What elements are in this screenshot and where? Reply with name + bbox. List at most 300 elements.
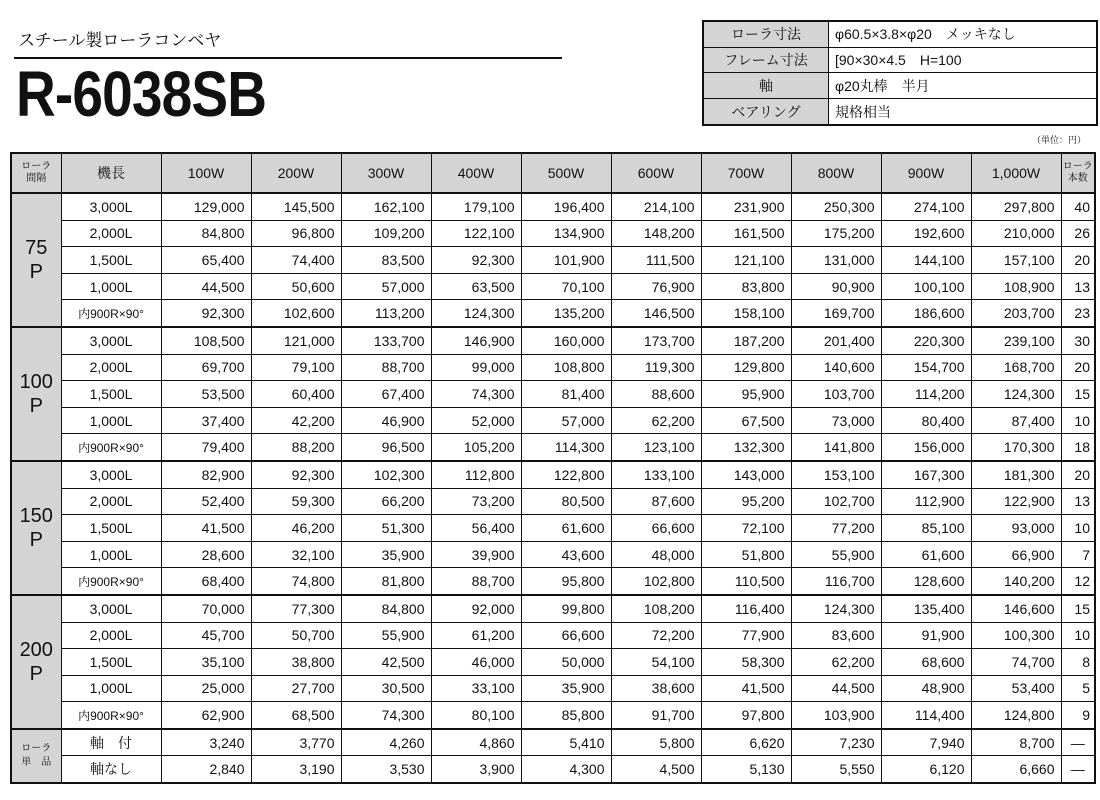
price-cell: 44,500 xyxy=(161,273,251,300)
price-cell: 84,800 xyxy=(161,220,251,247)
price-cell: 67,400 xyxy=(341,381,431,408)
price-cell: 96,500 xyxy=(341,434,431,461)
product-category: スチール製ローラコンベヤ xyxy=(18,31,222,50)
spec-row xyxy=(703,73,1097,99)
table-row xyxy=(11,756,1095,783)
price-cell: 145,500 xyxy=(251,193,341,220)
price-cell: 60,400 xyxy=(251,381,341,408)
length-cell: 1,000L xyxy=(61,541,161,568)
roller-count-cell: 13 xyxy=(1061,488,1095,515)
length-cell: 内900R×90° xyxy=(61,568,161,595)
roller-count-cell: 20 xyxy=(1061,354,1095,381)
price-cell: 156,000 xyxy=(881,434,971,461)
price-cell: 3,900 xyxy=(431,756,521,783)
price-cell: 121,000 xyxy=(251,327,341,354)
pitch-value: 150 xyxy=(19,504,53,527)
price-cell: 122,900 xyxy=(971,488,1061,515)
price-cell: 116,400 xyxy=(701,595,791,622)
width-header-500w: 500W xyxy=(521,153,611,193)
price-cell: 135,400 xyxy=(881,595,971,622)
header-row xyxy=(11,153,1095,193)
price-cell: 102,700 xyxy=(791,488,881,515)
price-cell: 88,700 xyxy=(341,354,431,381)
roller-count-cell: 9 xyxy=(1061,702,1095,729)
roller-count-cell: 30 xyxy=(1061,327,1095,354)
table-row xyxy=(11,541,1095,568)
length-cell: 1,000L xyxy=(61,675,161,702)
price-cell: 108,500 xyxy=(161,327,251,354)
price-cell: 4,300 xyxy=(521,756,611,783)
length-cell: 1,500L xyxy=(61,649,161,676)
price-cell: 46,200 xyxy=(251,515,341,542)
price-cell: 146,500 xyxy=(611,300,701,327)
width-header-100w: 100W xyxy=(161,153,251,193)
price-cell: 201,400 xyxy=(791,327,881,354)
spec-row xyxy=(703,47,1097,73)
price-cell: 92,000 xyxy=(431,595,521,622)
price-cell: 32,100 xyxy=(251,541,341,568)
pitch-value: 100 xyxy=(19,370,53,393)
length-cell: 2,000L xyxy=(61,488,161,515)
price-cell: 124,800 xyxy=(971,702,1061,729)
price-cell: 74,400 xyxy=(251,247,341,274)
price-cell: 214,100 xyxy=(611,193,701,220)
price-cell: 65,400 xyxy=(161,247,251,274)
price-cell: 28,600 xyxy=(161,541,251,568)
price-cell: 124,300 xyxy=(431,300,521,327)
price-cell: 92,300 xyxy=(251,461,341,488)
price-cell: 41,500 xyxy=(161,515,251,542)
pitch-label xyxy=(11,461,61,595)
pitch-header: ローラ 間隔 xyxy=(11,153,61,193)
pitch-group xyxy=(11,327,1095,461)
length-cell: 3,000L xyxy=(61,461,161,488)
price-cell: 74,700 xyxy=(971,649,1061,676)
price-cell: 68,600 xyxy=(881,649,971,676)
price-cell: 42,200 xyxy=(251,407,341,434)
price-cell: 123,100 xyxy=(611,434,701,461)
price-cell: 169,700 xyxy=(791,300,881,327)
price-cell: 83,500 xyxy=(341,247,431,274)
price-cell: 7,940 xyxy=(881,729,971,756)
price-cell: 43,600 xyxy=(521,541,611,568)
price-cell: 141,800 xyxy=(791,434,881,461)
price-cell: 70,000 xyxy=(161,595,251,622)
price-cell: 95,800 xyxy=(521,568,611,595)
price-cell: 122,100 xyxy=(431,220,521,247)
price-cell: 80,100 xyxy=(431,702,521,729)
price-cell: 157,100 xyxy=(971,247,1061,274)
price-cell: 129,800 xyxy=(701,354,791,381)
roller-count-header: ローラ 本数 xyxy=(1061,153,1095,193)
spec-value: φ60.5×3.8×φ20 メッキなし xyxy=(829,21,1098,47)
price-cell: 181,300 xyxy=(971,461,1061,488)
price-cell: 68,400 xyxy=(161,568,251,595)
price-cell: 103,900 xyxy=(791,702,881,729)
price-cell: 50,700 xyxy=(251,622,341,649)
price-cell: 3,190 xyxy=(251,756,341,783)
table-row xyxy=(11,461,1095,488)
roller-count-cell: 12 xyxy=(1061,568,1095,595)
price-cell: 66,600 xyxy=(521,622,611,649)
roller-count-cell: 26 xyxy=(1061,220,1095,247)
price-cell: 100,100 xyxy=(881,273,971,300)
roller-count-cell: 8 xyxy=(1061,649,1095,676)
price-cell: 83,800 xyxy=(701,273,791,300)
price-cell: 111,500 xyxy=(611,247,701,274)
price-cell: 112,800 xyxy=(431,461,521,488)
price-cell: 133,700 xyxy=(341,327,431,354)
length-cell: 軸なし xyxy=(61,756,161,783)
price-cell: 85,100 xyxy=(881,515,971,542)
price-cell: 108,200 xyxy=(611,595,701,622)
single-roller-label xyxy=(11,729,61,783)
pitch-group xyxy=(11,461,1095,595)
price-cell: 72,100 xyxy=(701,515,791,542)
price-cell: 154,700 xyxy=(881,354,971,381)
price-cell: 69,700 xyxy=(161,354,251,381)
price-cell: 6,120 xyxy=(881,756,971,783)
price-cell: 179,100 xyxy=(431,193,521,220)
spec-label: フレーム寸法 xyxy=(703,47,829,73)
price-cell: 160,000 xyxy=(521,327,611,354)
price-cell: 210,000 xyxy=(971,220,1061,247)
pitch-unit: P xyxy=(29,260,43,283)
price-cell: 175,200 xyxy=(791,220,881,247)
spec-row xyxy=(703,99,1097,125)
price-cell: 101,900 xyxy=(521,247,611,274)
price-cell: 73,200 xyxy=(431,488,521,515)
table-row xyxy=(11,568,1095,595)
price-cell: 114,200 xyxy=(881,381,971,408)
price-cell: 77,900 xyxy=(701,622,791,649)
unit-note: （単位：円） xyxy=(1031,135,1086,145)
price-cell: 66,900 xyxy=(971,541,1061,568)
price-cell: 55,900 xyxy=(791,541,881,568)
price-cell: 158,100 xyxy=(701,300,791,327)
price-cell: 70,100 xyxy=(521,273,611,300)
price-cell: 27,700 xyxy=(251,675,341,702)
price-cell: 144,100 xyxy=(881,247,971,274)
pitch-unit: P xyxy=(29,662,43,685)
length-cell: 3,000L xyxy=(61,327,161,354)
length-cell: 1,500L xyxy=(61,515,161,542)
price-cell: 121,100 xyxy=(701,247,791,274)
price-cell: 81,400 xyxy=(521,381,611,408)
pitch-label xyxy=(11,595,61,729)
price-cell: 74,800 xyxy=(251,568,341,595)
price-cell: 68,500 xyxy=(251,702,341,729)
price-cell: 97,800 xyxy=(701,702,791,729)
price-cell: 63,500 xyxy=(431,273,521,300)
width-header-1000w: 1,000W xyxy=(971,153,1061,193)
price-cell: 62,200 xyxy=(611,407,701,434)
price-cell: 116,700 xyxy=(791,568,881,595)
spec-value: [90×30×4.5 H=100 xyxy=(829,47,1098,73)
roller-count-cell: 40 xyxy=(1061,193,1095,220)
price-cell: 35,900 xyxy=(521,675,611,702)
price-cell: 143,000 xyxy=(701,461,791,488)
pitch-label xyxy=(11,193,61,327)
roller-count-cell: 20 xyxy=(1061,461,1095,488)
price-cell: 124,300 xyxy=(791,595,881,622)
single-label-line1: ローラ xyxy=(21,742,52,754)
price-cell: 66,600 xyxy=(611,515,701,542)
price-cell: 73,000 xyxy=(791,407,881,434)
price-cell: 51,300 xyxy=(341,515,431,542)
price-cell: 132,300 xyxy=(701,434,791,461)
price-cell: 250,300 xyxy=(791,193,881,220)
table-row xyxy=(11,407,1095,434)
price-cell: 95,200 xyxy=(701,488,791,515)
price-cell: 112,900 xyxy=(881,488,971,515)
price-cell: 79,400 xyxy=(161,434,251,461)
price-cell: 110,500 xyxy=(701,568,791,595)
price-cell: 3,240 xyxy=(161,729,251,756)
price-cell: 79,100 xyxy=(251,354,341,381)
model-number: R-6038SB xyxy=(16,58,267,130)
price-cell: 37,400 xyxy=(161,407,251,434)
price-cell: 55,900 xyxy=(341,622,431,649)
price-cell: 88,600 xyxy=(611,381,701,408)
price-cell: 38,800 xyxy=(251,649,341,676)
table-row xyxy=(11,595,1095,622)
width-header-900w: 900W xyxy=(881,153,971,193)
length-cell: 1,000L xyxy=(61,407,161,434)
length-header: 機長 xyxy=(61,153,161,193)
length-cell: 2,000L xyxy=(61,354,161,381)
width-header-200w: 200W xyxy=(251,153,341,193)
price-cell: 196,400 xyxy=(521,193,611,220)
price-cell: 93,000 xyxy=(971,515,1061,542)
table-row xyxy=(11,434,1095,461)
price-cell: 35,900 xyxy=(341,541,431,568)
price-cell: 129,000 xyxy=(161,193,251,220)
price-cell: 3,770 xyxy=(251,729,341,756)
spec-label: 軸 xyxy=(703,73,829,99)
price-cell: 74,300 xyxy=(341,702,431,729)
price-cell: 53,400 xyxy=(971,675,1061,702)
length-cell: 1,500L xyxy=(61,247,161,274)
price-cell: 57,000 xyxy=(521,407,611,434)
price-cell: 5,800 xyxy=(611,729,701,756)
table-row xyxy=(11,515,1095,542)
price-cell: 38,600 xyxy=(611,675,701,702)
price-cell: 85,800 xyxy=(521,702,611,729)
price-cell: 52,000 xyxy=(431,407,521,434)
price-cell: 81,800 xyxy=(341,568,431,595)
price-table xyxy=(10,152,1096,784)
roller-count-cell: 18 xyxy=(1061,434,1095,461)
price-cell: 135,200 xyxy=(521,300,611,327)
price-cell: 54,100 xyxy=(611,649,701,676)
price-cell: 162,100 xyxy=(341,193,431,220)
price-cell: 74,300 xyxy=(431,381,521,408)
price-cell: 39,900 xyxy=(431,541,521,568)
roller-count-cell: 13 xyxy=(1061,273,1095,300)
length-cell: 3,000L xyxy=(61,193,161,220)
price-cell: 168,700 xyxy=(971,354,1061,381)
price-cell: 134,900 xyxy=(521,220,611,247)
price-cell: 99,000 xyxy=(431,354,521,381)
price-cell: 4,860 xyxy=(431,729,521,756)
price-cell: 274,100 xyxy=(881,193,971,220)
price-cell: 88,700 xyxy=(431,568,521,595)
single-label-line2: 単 品 xyxy=(21,756,52,768)
price-cell: 161,500 xyxy=(701,220,791,247)
price-cell: 80,500 xyxy=(521,488,611,515)
price-cell: 8,700 xyxy=(971,729,1061,756)
roller-count-cell: 20 xyxy=(1061,247,1095,274)
price-cell: 41,500 xyxy=(701,675,791,702)
price-cell: 131,000 xyxy=(791,247,881,274)
price-cell: 108,800 xyxy=(521,354,611,381)
price-cell: 146,900 xyxy=(431,327,521,354)
price-cell: 5,410 xyxy=(521,729,611,756)
price-cell: 140,600 xyxy=(791,354,881,381)
price-cell: 2,840 xyxy=(161,756,251,783)
price-cell: 25,000 xyxy=(161,675,251,702)
table-row xyxy=(11,300,1095,327)
price-cell: 66,200 xyxy=(341,488,431,515)
pitch-value: 75 xyxy=(25,236,48,259)
price-cell: 67,500 xyxy=(701,407,791,434)
price-cell: 90,900 xyxy=(791,273,881,300)
price-cell: 3,530 xyxy=(341,756,431,783)
price-cell: 42,500 xyxy=(341,649,431,676)
roller-count-cell: 15 xyxy=(1061,381,1095,408)
roller-count-cell: 5 xyxy=(1061,675,1095,702)
price-cell: 83,600 xyxy=(791,622,881,649)
price-cell: 170,300 xyxy=(971,434,1061,461)
price-cell: 102,300 xyxy=(341,461,431,488)
spec-value: φ20丸棒 半月 xyxy=(829,73,1098,99)
price-cell: 48,000 xyxy=(611,541,701,568)
price-cell: 124,300 xyxy=(971,381,1061,408)
price-cell: 4,260 xyxy=(341,729,431,756)
price-cell: 88,200 xyxy=(251,434,341,461)
price-cell: 6,660 xyxy=(971,756,1061,783)
roller-count-cell: — xyxy=(1061,756,1095,783)
price-cell: 119,300 xyxy=(611,354,701,381)
price-cell: 62,900 xyxy=(161,702,251,729)
price-cell: 72,200 xyxy=(611,622,701,649)
length-cell: 2,000L xyxy=(61,220,161,247)
price-cell: 7,230 xyxy=(791,729,881,756)
price-cell: 44,500 xyxy=(791,675,881,702)
price-cell: 100,300 xyxy=(971,622,1061,649)
price-cell: 96,800 xyxy=(251,220,341,247)
price-cell: 87,600 xyxy=(611,488,701,515)
price-cell: 30,500 xyxy=(341,675,431,702)
price-cell: 167,300 xyxy=(881,461,971,488)
table-row xyxy=(11,273,1095,300)
width-header-400w: 400W xyxy=(431,153,521,193)
price-cell: 102,800 xyxy=(611,568,701,595)
price-cell: 77,200 xyxy=(791,515,881,542)
roller-count-cell: 10 xyxy=(1061,515,1095,542)
price-cell: 58,300 xyxy=(701,649,791,676)
price-cell: 56,400 xyxy=(431,515,521,542)
price-cell: 6,620 xyxy=(701,729,791,756)
price-cell: 48,900 xyxy=(881,675,971,702)
spec-table xyxy=(702,20,1098,126)
price-cell: 239,100 xyxy=(971,327,1061,354)
price-cell: 109,200 xyxy=(341,220,431,247)
price-cell: 62,200 xyxy=(791,649,881,676)
price-cell: 50,000 xyxy=(521,649,611,676)
price-cell: 57,000 xyxy=(341,273,431,300)
price-cell: 103,700 xyxy=(791,381,881,408)
price-cell: 77,300 xyxy=(251,595,341,622)
spec-row xyxy=(703,21,1097,47)
price-cell: 35,100 xyxy=(161,649,251,676)
table-row xyxy=(11,702,1095,729)
roller-count-cell: 7 xyxy=(1061,541,1095,568)
pitch-label xyxy=(11,327,61,461)
table-row xyxy=(11,649,1095,676)
length-cell: 1,500L xyxy=(61,381,161,408)
table-row xyxy=(11,220,1095,247)
spec-label: ベアリング xyxy=(703,99,829,125)
table-row xyxy=(11,354,1095,381)
width-header-300w: 300W xyxy=(341,153,431,193)
price-cell: 61,200 xyxy=(431,622,521,649)
length-cell: 内900R×90° xyxy=(61,702,161,729)
roller-count-cell: 15 xyxy=(1061,595,1095,622)
width-header-700w: 700W xyxy=(701,153,791,193)
roller-count-cell: — xyxy=(1061,729,1095,756)
price-cell: 4,500 xyxy=(611,756,701,783)
price-cell: 50,600 xyxy=(251,273,341,300)
price-cell: 122,800 xyxy=(521,461,611,488)
table-row xyxy=(11,729,1095,756)
table-row xyxy=(11,193,1095,220)
price-cell: 108,900 xyxy=(971,273,1061,300)
length-cell: 軸 付 xyxy=(61,729,161,756)
table-row xyxy=(11,622,1095,649)
roller-count-cell: 10 xyxy=(1061,407,1095,434)
price-cell: 84,800 xyxy=(341,595,431,622)
pitch-unit: P xyxy=(29,528,43,551)
price-cell: 114,400 xyxy=(881,702,971,729)
price-cell: 192,600 xyxy=(881,220,971,247)
table-row xyxy=(11,247,1095,274)
price-cell: 51,800 xyxy=(701,541,791,568)
table-row xyxy=(11,327,1095,354)
spec-label: ローラ寸法 xyxy=(703,21,829,47)
price-cell: 46,900 xyxy=(341,407,431,434)
price-cell: 52,400 xyxy=(161,488,251,515)
length-cell: 2,000L xyxy=(61,622,161,649)
price-cell: 187,200 xyxy=(701,327,791,354)
price-cell: 113,200 xyxy=(341,300,431,327)
price-cell: 91,700 xyxy=(611,702,701,729)
price-cell: 114,300 xyxy=(521,434,611,461)
length-cell: 1,000L xyxy=(61,273,161,300)
pitch-group xyxy=(11,193,1095,327)
price-cell: 146,600 xyxy=(971,595,1061,622)
price-cell: 95,900 xyxy=(701,381,791,408)
price-cell: 92,300 xyxy=(161,300,251,327)
price-cell: 102,600 xyxy=(251,300,341,327)
price-cell: 297,800 xyxy=(971,193,1061,220)
roller-count-cell: 10 xyxy=(1061,622,1095,649)
length-cell: 内900R×90° xyxy=(61,300,161,327)
table-row xyxy=(11,675,1095,702)
width-header-600w: 600W xyxy=(611,153,701,193)
price-cell: 128,600 xyxy=(881,568,971,595)
